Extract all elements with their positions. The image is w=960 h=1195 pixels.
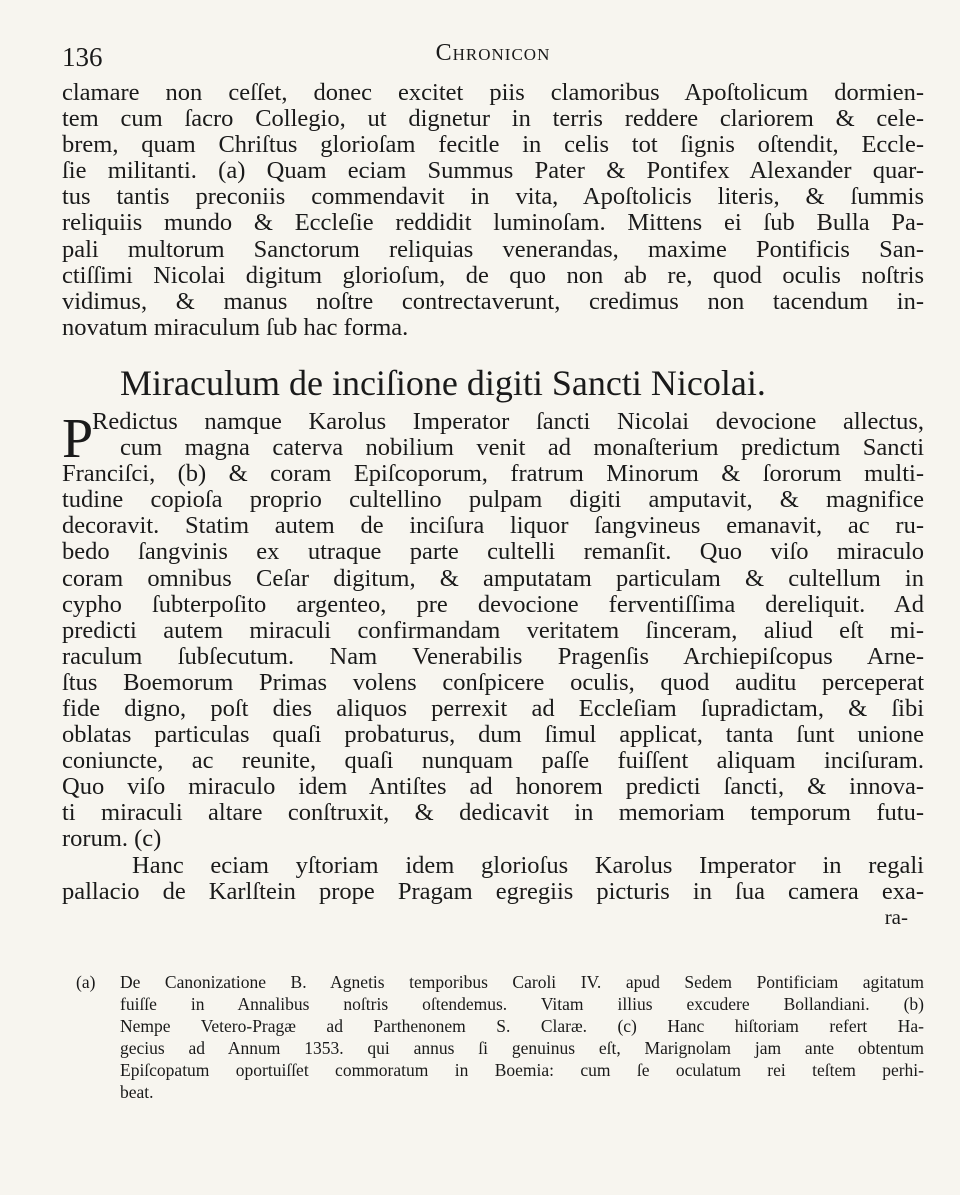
text-line: vidimus, & manus noſtre contrectaverunt, credimus non tacendum in-	[62, 287, 924, 315]
text-line: raculum ſubſecutum. Nam Venerabilis Pragenſis Archiepiſcopus Arne-	[62, 642, 924, 670]
text-line: ſie militanti. (a) Quam eciam Summus Pater & Pontifex Alexander quar-	[62, 157, 924, 185]
text-line: coram omnibus Ceſar digitum, & amputatam particulam & cultellum in	[62, 564, 924, 592]
running-head: Chronicon	[435, 40, 551, 66]
text-line: predicti autem miraculi confirmandam veritatem ſinceram, aliud eſt mi-	[62, 616, 924, 644]
text-line: rorum. (c)	[62, 825, 162, 853]
page-number: 136	[62, 42, 103, 72]
drop-cap: P	[62, 407, 94, 470]
text-line: decoravit. Statim autem de inciſura liquor ſangvineus emanavit, ac ru-	[62, 512, 924, 540]
text-line: tem cum ſacro Collegio, ut dignetur in terris reddere clariorem & cele-	[62, 105, 924, 133]
section-heading: Miraculum de inciſione digiti Sancti Nicolai.	[120, 362, 766, 403]
text-line: clamare non ceſſet, donec excitet piis clamoribus Apoſtolicum dormien-	[62, 79, 924, 106]
text-line: pallacio de Karlſtein prope Pragam egregiis picturis in ſua camera exa-	[62, 877, 924, 905]
text-line: fide digno, poſt dies aliquos perrexit ad Eccleſiam ſupradictam, & ſibi	[62, 694, 924, 722]
text-line: Redictus namque Karolus Imperator ſancti Nicolai devocione allectus,	[92, 407, 924, 435]
text-line: Quo viſo miraculo idem Antiſtes ad honorem predicti ſancti, & innova-	[62, 773, 924, 801]
footnote-line: gecius ad Annum 1353. qui annus ſi genuinus eſt, Marignolam jam ante obtentum	[120, 1037, 924, 1058]
text-line: ti miraculi altare conſtruxit, & dedicavit in memoriam temporum futu-	[62, 799, 924, 827]
footnote-line: (a) De Canonizatione B. Agnetis temporibus Caroli IV. apud Sedem Pontificiam agitatum	[76, 971, 924, 992]
text-line: ctiſſimi Nicolai digitum glorioſum, de quo non ab re, quod oculis noſtris	[62, 261, 924, 289]
footnote-line: beat.	[120, 1081, 154, 1102]
text-line: Hanc eciam yſtoriam idem glorioſus Karolus Imperator in regali	[132, 851, 924, 879]
text-line: Franciſci, (b) & coram Epiſcoporum, fratrum Minorum & ſororum multi-	[62, 460, 924, 488]
text-line: tudine copioſa proprio cultellino pulpam digiti amputavit, & magnifice	[62, 486, 924, 514]
footnotes	[62, 971, 924, 1103]
text-line: brem, quam Chriſtus glorioſam fecitle in celis tot ſignis oſtendit, Eccle-	[62, 131, 924, 159]
page	[62, 34, 924, 1103]
footnote-line: fuiſſe in Annalibus noſtris oſtendemus. Vitam illius excudere Bollandiani. (b)	[120, 993, 924, 1014]
paragraph-3	[62, 853, 924, 905]
text-line: ſtus Boemorum Primas volens conſpicere oculis, quod auditu perceperat	[62, 668, 924, 696]
catchword: ra-	[884, 904, 908, 929]
text-line: novatum miraculum ſub hac forma.	[62, 313, 409, 341]
text-line: reliquiis mundo & Eccleſie reddidit luminoſam. Mittens ei ſub Bulla Pa-	[62, 209, 924, 237]
footnote-line: Epiſcopatum oportuiſſet commoratum in Boemia: cum ſe oculatum rei teſtem perhi-	[120, 1059, 924, 1080]
text-line: pali multorum Sanctorum reliquias venerandas, maxime Pontificis San-	[62, 235, 924, 263]
page-header	[62, 34, 924, 80]
footnote-line: Nempe Vetero-Pragæ ad Parthenonem S. Claræ. (c) Hanc hiſtoriam refert Ha-	[120, 1015, 924, 1036]
text-line: tus tantis preconiis commendavit in vita, Apoſtolicis literis, & ſummis	[62, 183, 924, 211]
text-line: cum magna caterva nobilium venit ad monaſterium predictum Sancti	[120, 434, 924, 462]
paragraph-1	[62, 80, 924, 341]
text-line: cypho ſubterpoſito argenteo, pre devocione ferventiſſima dereliquit. Ad	[62, 590, 924, 618]
text-line: coniuncte, ac reunite, quaſi nunquam paſſe fuiſſent aliquam inciſuram.	[62, 747, 924, 775]
text-line: oblatas particulas quaſi probaturus, dum ſimul applicat, tanta ſunt unione	[62, 721, 924, 749]
text-line: bedo ſangvinis ex utraque parte cultelli remanſit. Quo viſo miraculo	[62, 538, 924, 566]
paragraph-2	[62, 409, 924, 853]
